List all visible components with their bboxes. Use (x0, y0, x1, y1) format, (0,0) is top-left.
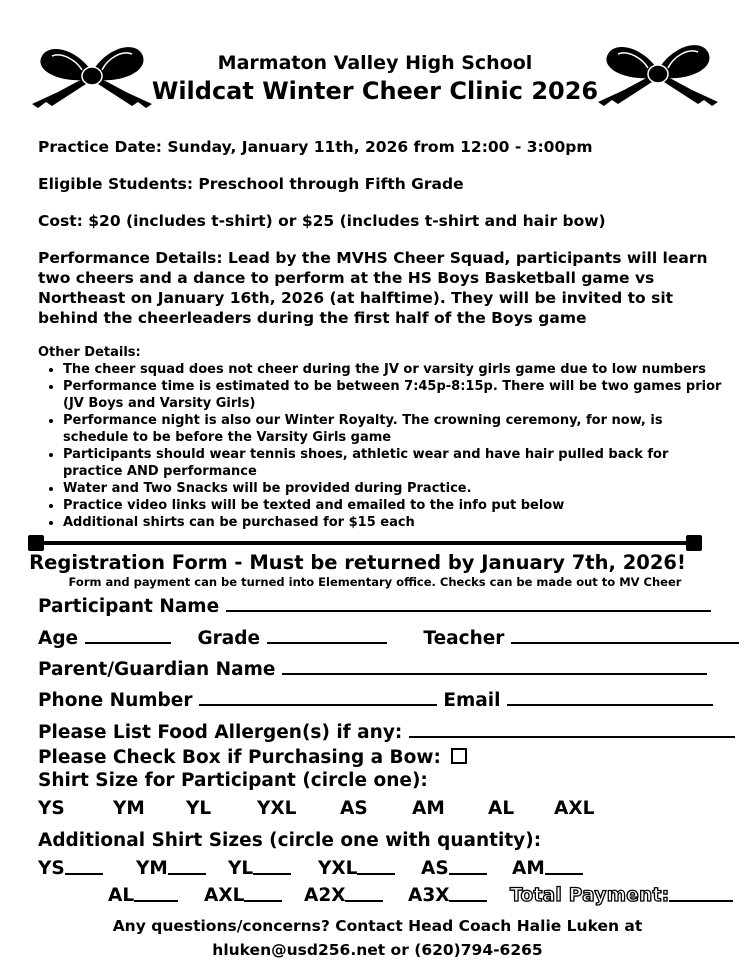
list-item: • Additional shirts can be purchased for $15 each (63, 514, 728, 531)
school-name: Marmaton Valley High School (217, 52, 533, 74)
allergen-field[interactable] (409, 720, 735, 738)
list-item: • Performance time is estimated to be between 7:45p-8:15p. There will be two games prior (JV Boys and Varsity Girls) (63, 378, 728, 412)
size-option[interactable]: AL (488, 798, 515, 819)
size-option[interactable]: YS (38, 798, 65, 819)
parent-field[interactable] (282, 657, 707, 675)
size-label: AM (512, 858, 545, 879)
age-field[interactable] (85, 626, 171, 644)
additional-size-row-2 (38, 884, 742, 908)
size-label: YL (228, 858, 254, 879)
registration-subtitle: Form and payment can be turned into Elementary office. Checks can be made out to MV Cheer (68, 575, 682, 589)
phone-email-row (38, 688, 713, 713)
additional-size-option[interactable] (421, 857, 449, 881)
additional-size-row-1 (38, 857, 738, 881)
size-label: YXL (318, 858, 358, 879)
age-label: Age (38, 628, 79, 649)
other-details-list (63, 361, 728, 531)
age-grade-teacher-row (38, 626, 739, 651)
teacher-label: Teacher (423, 628, 505, 649)
phone-label: Phone Number (38, 690, 193, 711)
participant-name-field[interactable] (226, 594, 711, 612)
parent-row (38, 657, 707, 682)
total-payment (510, 884, 669, 908)
other-details (38, 344, 728, 531)
bow-check-row (38, 746, 467, 770)
other-details-heading: Other Details: (38, 345, 141, 360)
additional-size-option[interactable] (204, 884, 244, 908)
size-option[interactable]: YM (113, 798, 145, 819)
list-item: • Practice video links will be texted and emailed to the info put below (63, 497, 728, 514)
additional-size-option[interactable] (228, 857, 253, 881)
additional-size-option[interactable] (512, 857, 545, 881)
list-item: • Water and Two Snacks will be provided during Practice. (63, 480, 728, 497)
size-label: YS (38, 858, 65, 879)
grade-field[interactable] (267, 626, 387, 644)
size-label: A2X (304, 885, 346, 906)
size-label: A3X (408, 885, 450, 906)
total-payment-field[interactable] (669, 884, 733, 902)
email-field[interactable] (507, 688, 713, 706)
parent-label: Parent/Guardian Name (38, 659, 276, 680)
bow-checkbox[interactable] (451, 748, 467, 764)
additional-shirts-label: Additional Shirt Sizes (circle one with quantity): (38, 830, 542, 851)
shirt-size-options (38, 797, 738, 821)
cost: Cost: $20 (includes t-shirt) or $25 (includes t-shirt and hair bow) (38, 212, 606, 230)
phone-field[interactable] (199, 688, 437, 706)
additional-size-option[interactable] (38, 857, 65, 881)
size-label: YM (136, 858, 168, 879)
footer-contact-details: hluken@usd256.net or (620)794-6265 (212, 941, 543, 959)
size-option[interactable]: AM (412, 798, 445, 819)
size-label: AXL (204, 885, 245, 906)
header (0, 50, 750, 106)
allergen-label: Please List Food Allergen(s) if any: (38, 722, 403, 743)
email-label: Email (443, 690, 501, 711)
additional-size-option[interactable] (408, 884, 449, 908)
teacher-field[interactable] (511, 626, 739, 644)
allergen-row (38, 720, 735, 745)
page-title: Wildcat Winter Cheer Clinic 2026 (151, 77, 599, 105)
additional-size-option[interactable] (108, 884, 134, 908)
participant-name-label: Participant Name (38, 596, 220, 617)
shirt-size-label: Shirt Size for Participant (circle one): (38, 770, 428, 791)
grade-label: Grade (197, 628, 261, 649)
participant-name-row (38, 594, 711, 619)
size-label: AL (108, 885, 135, 906)
bow-check-label: Please Check Box if Purchasing a Bow: (38, 747, 441, 768)
additional-size-option[interactable] (136, 857, 168, 881)
size-option[interactable]: YXL (257, 798, 297, 819)
size-option[interactable]: AXL (554, 798, 595, 819)
registration-title: Registration Form - Must be returned by January 7th, 2026! (29, 551, 686, 574)
performance-details: Performance Details: Lead by the MVHS Cheer Squad, participants will learn two cheers and a dance to perform at the HS Boys Basketball game vs Northeast on January 16th, 2026 (at halftime). They will be invited to sit behind the cheerleaders during the first half of the Boys game (38, 249, 708, 327)
practice-date: Practice Date: Sunday, January 11th, 2026 from 12:00 - 3:00pm (38, 138, 593, 156)
size-option[interactable]: AS (340, 798, 368, 819)
eligible-students: Eligible Students: Preschool through Fifth Grade (38, 175, 464, 193)
list-item: • The cheer squad does not cheer during the JV or varsity girls game due to low numbers (63, 361, 728, 378)
size-label: AS (421, 858, 449, 879)
additional-size-option[interactable] (304, 884, 345, 908)
size-option[interactable]: YL (186, 798, 212, 819)
list-item: • Performance night is also our Winter Royalty. The crowning ceremony, for now, is schedule to be before the Varsity Girls game (63, 412, 728, 446)
footer-contact: Any questions/concerns? Contact Head Coach Halie Luken at (112, 917, 643, 935)
list-item: • Participants should wear tennis shoes, athletic wear and have hair pulled back for practice AND performance (63, 446, 728, 480)
additional-size-option[interactable] (318, 857, 357, 881)
total-payment-label: Total Payment: (510, 885, 670, 906)
